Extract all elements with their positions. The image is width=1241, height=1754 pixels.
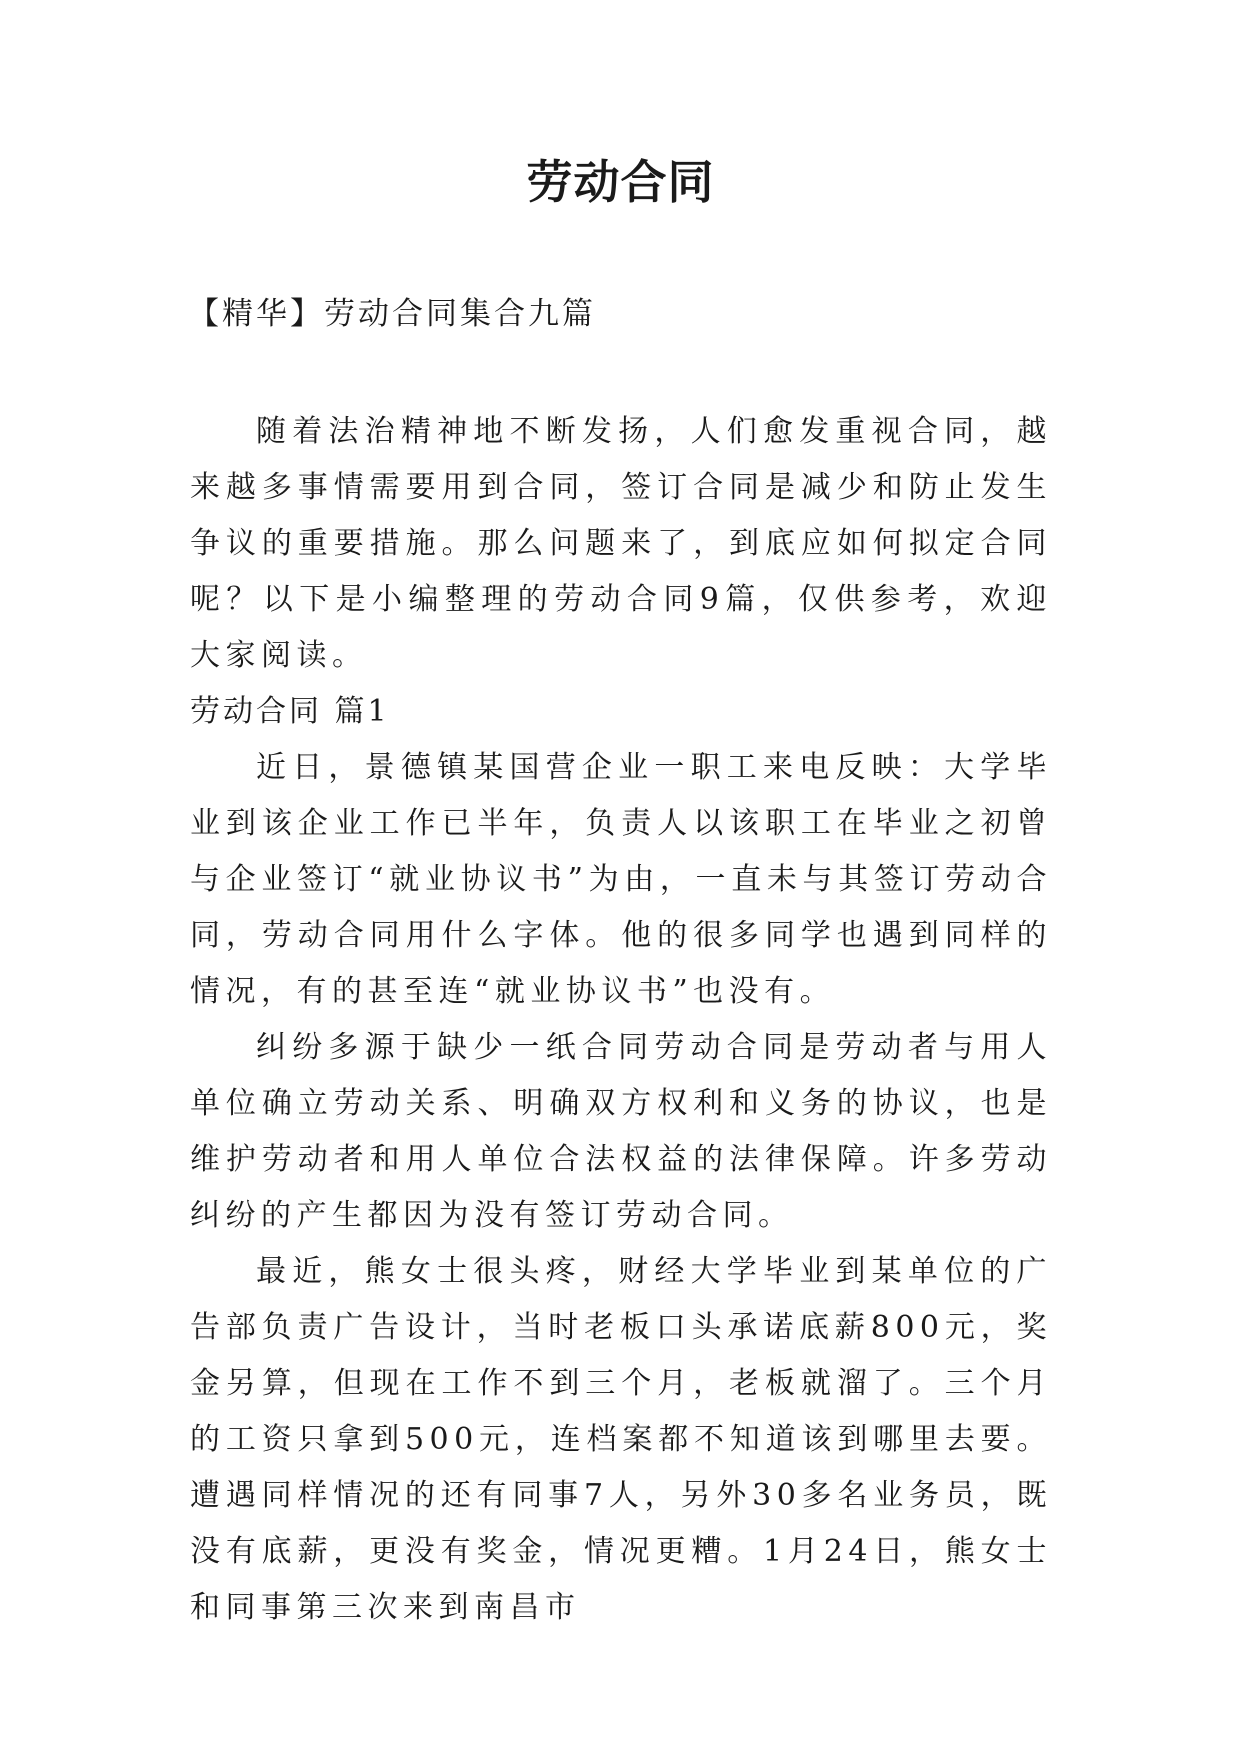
document-body bbox=[190, 404, 1052, 1636]
document-title: 劳动合同 bbox=[526, 155, 715, 209]
intro-paragraph: 随着法治精神地不断发扬，人们愈发重视合同，越来越多事情需要用到合同，签订合同是减少和防止发生争议的重要措施。那么问题来了，到底应如何拟定合同呢？以下是小编整理的劳动合同9篇，仅供参考，欢迎大家阅读。 bbox=[190, 414, 1052, 673]
section-heading: 劳动合同 篇1 bbox=[190, 694, 390, 729]
body-paragraph: 最近，熊女士很头疼，财经大学毕业到某单位的广告部负责广告设计，当时老板口头承诺底薪800元，奖金另算，但现在工作不到三个月，老板就溜了。三个月的工资只拿到500元，连档案都不知道该到哪里去要。遭遇同样情况的还有同事7人，另外30多名业务员，既没有底薪，更没有奖金，情况更糟。1月24日，熊女士和同事第三次来到南昌市 bbox=[190, 1254, 1052, 1625]
body-paragraph: 纠纷多源于缺少一纸合同劳动合同是劳动者与用人单位确立劳动关系、明确双方权利和义务的协议，也是维护劳动者和用人单位合法权益的法律保障。许多劳动纠纷的产生都因为没有签订劳动合同。 bbox=[190, 1030, 1052, 1233]
document-subtitle: 【精华】劳动合同集合九篇 bbox=[188, 296, 596, 332]
body-paragraph: 近日，景德镇某国营企业一职工来电反映：大学毕业到该企业工作已半年，负责人以该职工在毕业之初曾与企业签订“就业协议书”为由，一直未与其签订劳动合同，劳动合同用什么字体。他的很多同学也遇到同样的情况，有的甚至连“就业协议书”也没有。 bbox=[190, 750, 1052, 1009]
